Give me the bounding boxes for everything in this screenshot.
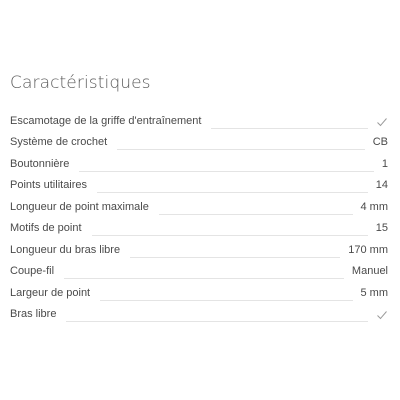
spec-row-free-arm-length	[10, 237, 388, 259]
leader-line	[97, 191, 368, 193]
specifications-list	[10, 108, 388, 323]
specifications-panel	[10, 72, 388, 323]
leader-line	[159, 213, 353, 215]
leader-line	[79, 170, 374, 172]
spec-row-utility-stitches	[10, 173, 388, 195]
spec-value: CB	[372, 136, 388, 148]
spec-value: 4 mm	[360, 200, 388, 213]
spec-row-stitch-patterns	[10, 216, 388, 238]
spec-value	[376, 307, 388, 323]
spec-name: Longueur du bras libre	[10, 243, 121, 256]
spec-row-buttonhole	[10, 151, 388, 173]
leader-line	[117, 148, 365, 150]
spec-row-thread-cutter	[10, 259, 388, 281]
spec-value: 1	[381, 157, 388, 170]
check-icon	[376, 116, 388, 128]
spec-value: 170 mm	[348, 243, 388, 256]
spec-name: Longueur de point maximale	[10, 200, 149, 213]
spec-row-free-arm	[10, 302, 388, 324]
spec-value: 15	[375, 222, 388, 234]
leader-line	[211, 127, 368, 129]
leader-line	[64, 277, 344, 279]
spec-name: Boutonnière	[10, 157, 70, 170]
leader-line	[66, 320, 368, 322]
spec-value	[376, 114, 388, 130]
section-title: Caractéristiques	[10, 73, 151, 93]
spec-value: 5 mm	[360, 286, 388, 299]
spec-row-max-stitch-length	[10, 194, 388, 216]
spec-name: Largeur de point	[10, 286, 91, 299]
spec-row-hook-system	[10, 130, 388, 152]
leader-line	[100, 299, 352, 301]
spec-row-feed-dog-drop	[10, 108, 388, 130]
leader-line	[130, 256, 340, 258]
spec-name: Escamotage de la griffe d'entraînement	[10, 114, 202, 127]
leader-line	[92, 234, 368, 236]
spec-name: Système de crochet	[10, 136, 108, 148]
spec-name: Motifs de point	[10, 222, 82, 234]
spec-name: Points utilitaires	[10, 179, 88, 191]
check-icon	[376, 309, 388, 321]
spec-name: Coupe-fil	[10, 265, 55, 277]
spec-name: Bras libre	[10, 308, 57, 320]
spec-row-stitch-width	[10, 280, 388, 302]
spec-value: 14	[375, 179, 388, 191]
spec-value: Manuel	[351, 265, 388, 277]
